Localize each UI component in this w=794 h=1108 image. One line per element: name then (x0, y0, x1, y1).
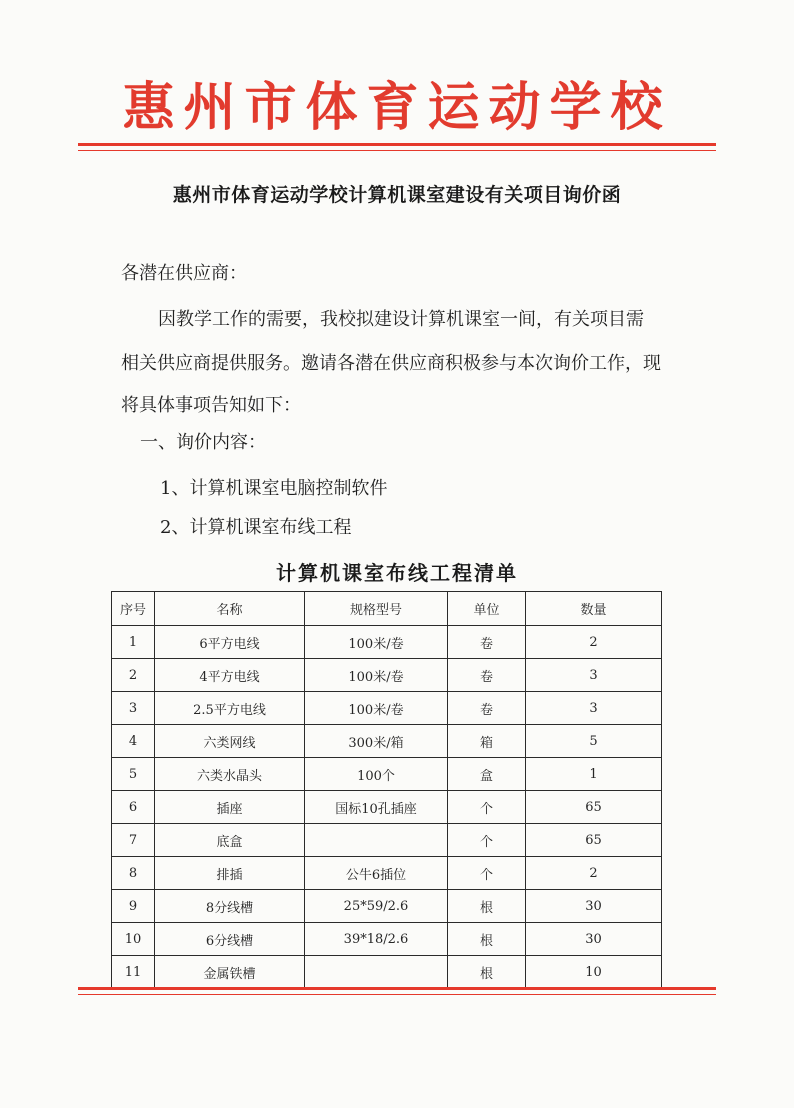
cell-name: 六类水晶头 (155, 758, 305, 791)
cell-spec: 300米/箱 (305, 725, 448, 758)
cell-index: 9 (112, 890, 155, 923)
paragraph-line-3: 将具体事项告知如下： (121, 395, 301, 416)
cell-quantity: 1 (526, 758, 662, 791)
table-row (112, 692, 662, 725)
cell-unit: 卷 (448, 659, 526, 692)
cell-name: 排插 (155, 857, 305, 890)
cell-index: 11 (112, 956, 155, 989)
cell-unit: 个 (448, 824, 526, 857)
letterhead-rule-thick (78, 143, 716, 146)
inquiry-item-1: 1、计算机课室电脑控制软件 (160, 478, 388, 499)
cell-quantity: 3 (526, 659, 662, 692)
cell-index: 1 (112, 626, 155, 659)
cell-index: 3 (112, 692, 155, 725)
cell-unit: 卷 (448, 626, 526, 659)
cell-name: 6平方电线 (155, 626, 305, 659)
table-row (112, 758, 662, 791)
cell-unit: 个 (448, 791, 526, 824)
cell-index: 4 (112, 725, 155, 758)
header-spec: 规格型号 (305, 592, 448, 626)
cell-quantity: 3 (526, 692, 662, 725)
salutation: 各潜在供应商： (121, 263, 247, 284)
table-row (112, 956, 662, 989)
cell-name: 4平方电线 (155, 659, 305, 692)
cell-unit: 箱 (448, 725, 526, 758)
cell-quantity: 30 (526, 923, 662, 956)
cell-spec: 100米/卷 (305, 692, 448, 725)
table-row (112, 857, 662, 890)
table-row (112, 725, 662, 758)
paragraph-line-2: 相关供应商提供服务。邀请各潜在供应商积极参与本次询价工作，现 (121, 353, 661, 374)
cell-quantity: 65 (526, 824, 662, 857)
wiring-items-table (111, 591, 662, 989)
cell-spec: 100个 (305, 758, 448, 791)
cell-unit: 卷 (448, 692, 526, 725)
table-row (112, 626, 662, 659)
letterhead-school-name: 惠州市体育运动学校 (122, 77, 672, 138)
document-title: 惠州市体育运动学校计算机课室建设有关项目询价函 (172, 184, 622, 206)
cell-spec: 100米/卷 (305, 659, 448, 692)
cell-spec: 39*18/2.6 (305, 923, 448, 956)
cell-spec: 100米/卷 (305, 626, 448, 659)
table-header-row (112, 592, 662, 626)
cell-unit: 根 (448, 956, 526, 989)
header-unit: 单位 (448, 592, 526, 626)
section-heading: 一、询价内容： (140, 432, 266, 453)
cell-quantity: 10 (526, 956, 662, 989)
cell-spec: 25*59/2.6 (305, 890, 448, 923)
paragraph-line-1: 因教学工作的需要，我校拟建设计算机课室一间，有关项目需 (158, 309, 644, 330)
cell-unit: 个 (448, 857, 526, 890)
cell-index: 5 (112, 758, 155, 791)
cell-quantity: 2 (526, 857, 662, 890)
header-name: 名称 (155, 592, 305, 626)
cell-unit: 盒 (448, 758, 526, 791)
cell-unit: 根 (448, 890, 526, 923)
cell-name: 6分线槽 (155, 923, 305, 956)
cell-name: 六类网线 (155, 725, 305, 758)
cell-unit: 根 (448, 923, 526, 956)
inquiry-item-2: 2、计算机课室布线工程 (160, 517, 352, 538)
footer-rule-thick (78, 987, 716, 990)
cell-name: 底盒 (155, 824, 305, 857)
letterhead-rule-thin (78, 150, 716, 151)
cell-spec (305, 956, 448, 989)
cell-name: 2.5平方电线 (155, 692, 305, 725)
cell-index: 2 (112, 659, 155, 692)
header-index: 序号 (112, 592, 155, 626)
cell-quantity: 30 (526, 890, 662, 923)
table-row (112, 659, 662, 692)
cell-quantity: 2 (526, 626, 662, 659)
cell-name: 金属铁槽 (155, 956, 305, 989)
table-row (112, 791, 662, 824)
table-row (112, 890, 662, 923)
cell-spec (305, 824, 448, 857)
footer-rule-thin (78, 994, 716, 995)
cell-name: 插座 (155, 791, 305, 824)
table-title: 计算机课室布线工程清单 (276, 561, 518, 585)
cell-quantity: 65 (526, 791, 662, 824)
cell-spec: 国标10孔插座 (305, 791, 448, 824)
header-quantity: 数量 (526, 592, 662, 626)
table-row (112, 923, 662, 956)
table-row (112, 824, 662, 857)
cell-spec: 公牛6插位 (305, 857, 448, 890)
cell-quantity: 5 (526, 725, 662, 758)
cell-index: 6 (112, 791, 155, 824)
cell-index: 10 (112, 923, 155, 956)
cell-name: 8分线槽 (155, 890, 305, 923)
cell-index: 8 (112, 857, 155, 890)
cell-index: 7 (112, 824, 155, 857)
